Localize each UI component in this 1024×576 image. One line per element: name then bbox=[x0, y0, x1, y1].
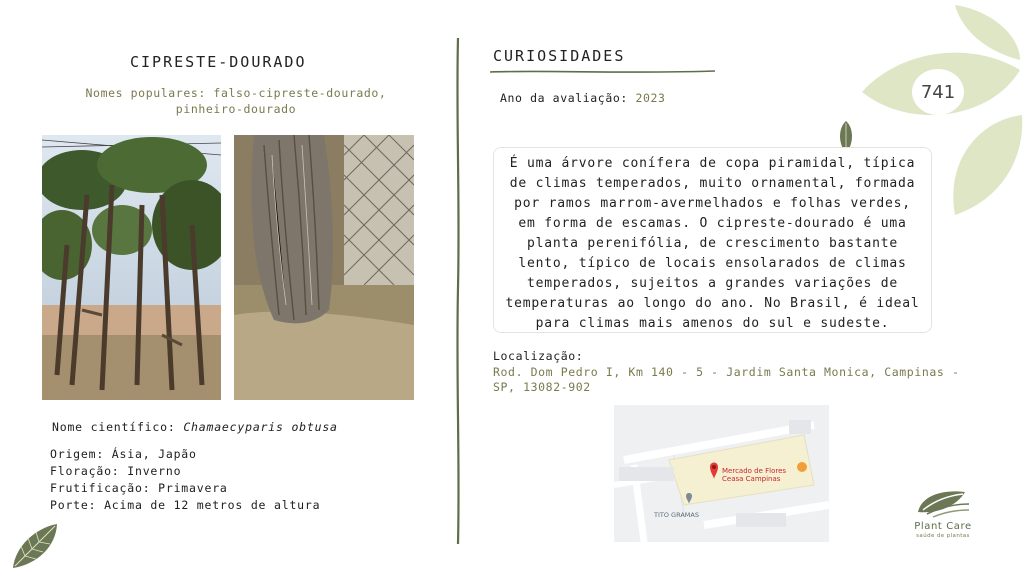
origin-label: Origem bbox=[50, 447, 97, 461]
plant-care-logo-icon bbox=[913, 486, 971, 518]
title-underline bbox=[490, 68, 715, 76]
fruiting-label: Frutificação bbox=[50, 481, 143, 495]
evaluation-year bbox=[500, 91, 666, 105]
decorative-leaf-icon bbox=[10, 522, 60, 570]
location-map[interactable] bbox=[614, 405, 829, 542]
flowering-line: Floração: Inverno bbox=[50, 464, 182, 478]
map-place-line1: Mercado de Flores bbox=[722, 467, 787, 475]
location-label: Localização: bbox=[493, 349, 584, 363]
size-line: Porte: Acima de 12 metros de altura bbox=[50, 498, 321, 512]
popular-names: Nomes populares: falso-cipreste-dourado, pinheiro-dourado bbox=[85, 86, 387, 116]
evaluation-year-value: 2023 bbox=[635, 91, 666, 105]
scientific-name-value: Chamaecyparis obtusa bbox=[183, 420, 338, 434]
evaluation-number-badge: 741 bbox=[912, 69, 964, 115]
evaluation-year-label: Ano da avaliação: bbox=[500, 91, 636, 105]
logo-tagline: saúde de plantas bbox=[916, 533, 970, 539]
flowering-value: Inverno bbox=[127, 464, 182, 478]
scientific-name-label: Nome científico: bbox=[52, 420, 184, 434]
scientific-name-line bbox=[52, 419, 338, 436]
map-place-label bbox=[722, 467, 786, 483]
origin-line: Origem: Ásia, Japão bbox=[50, 447, 197, 461]
size-value: Acima de 12 metros de altura bbox=[104, 498, 321, 512]
fruiting-line: Frutificação: Primavera bbox=[50, 481, 228, 495]
fruiting-value: Primavera bbox=[158, 481, 228, 495]
map-secondary-place: TITO GRAMAS bbox=[654, 511, 699, 519]
size-label: Porte bbox=[50, 498, 89, 512]
plant-title: CIPRESTE-DOURADO bbox=[130, 53, 307, 71]
logo-name: Plant Care bbox=[914, 521, 972, 532]
trunk-photo bbox=[234, 135, 414, 400]
plant-info-list bbox=[50, 446, 320, 514]
origin-value: Ásia, Japão bbox=[111, 447, 197, 461]
curiosities-title: CURIOSIDADES bbox=[493, 47, 626, 65]
tree-photo bbox=[42, 135, 221, 400]
map-place-line2: Ceasa Campinas bbox=[722, 475, 781, 483]
description-text: É uma árvore conífera de copa piramidal, típica de climas temperados, muito ornamental, formada por ramos marrom-avermelhados e folhas verdes, em forma de escamas. O cipreste-dourado é uma planta perenifólia, de crescimento bastante lento, típico de locais ensolarados de climas temperados, sujeitos a grandes variações de temperaturas ao longo do ano. No Brasil, é ideal para climas mais amenos do sul e sudeste. bbox=[505, 156, 920, 331]
description-card bbox=[493, 147, 932, 333]
vertical-divider bbox=[453, 38, 463, 544]
location-address: Rod. Dom Pedro I, Km 140 - 5 - Jardim Santa Monica, Campinas - SP, 13082-902 bbox=[493, 365, 960, 394]
flowering-label: Floração bbox=[50, 464, 112, 478]
